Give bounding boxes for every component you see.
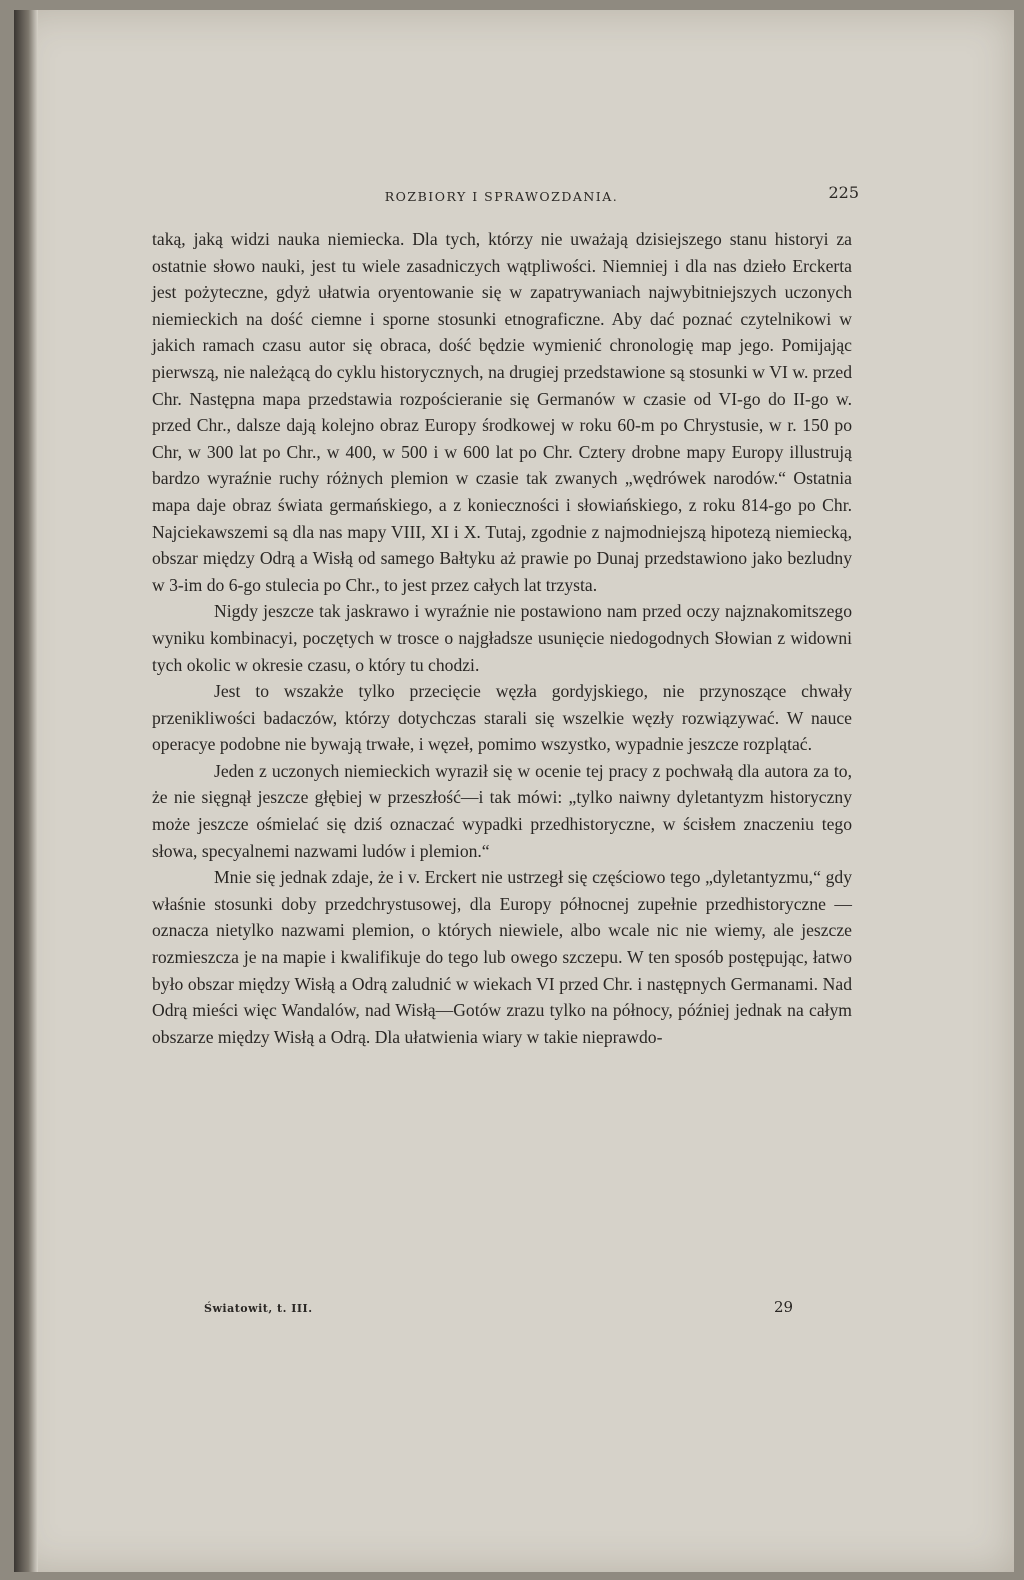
paragraph-1: taką, jaką widzi nauka niemiecka. Dla tych, którzy nie uważają dzisiejszego stanu historyi za ostatnie słowo nauki, jest tu wiele zasadniczych wątpliwości. Niemniej i dla nas dzieło Erckerta jest pożyteczne, gdyż ułatwia oryentowanie się w zapatrywaniach najwybitniejszych uczonych niemieckich na dość ciemne i sporne stosunki etnograficzne. Aby dać poznać czytelnikowi w jakich ramach czasu autor się obraca, dość będzie wymienić chronologię map jego. Pomijając pierwszą, nie należącą do cyklu historycznych, na drugiej przedstawione są stosunki w VI w. przed Chr. Następna mapa przedstawia rozpościeranie się Germanów w czasie od VI-go do II-go w. przed Chr., dalsze dają kolejno obraz Europy środkowej w roku 60-m po Chrystusie, w r. 150 po Chr, w 300 lat po Chr., w 400, w 500 i w 600 lat po Chr. Cztery drobne mapy Europy illustrują bardzo wyraźnie ruchy różnych plemion w czasie tak zwanych „wędrówek narodów.“ Ostatnia mapa daje obraz świata germańskiego, a z konieczności i słowiańskiego, z roku 814-go po Chr. Najciekawszemi są dla nas mapy VIII, XI i X. Tutaj, zgodnie z najmodniejszą hipotezą niemiecką, obszar między Odrą a Wisłą od samego Bałtyku aż prawie po Dunaj przedstawiono jako bezludny w 3-im do 6-go stulecia po Chr., to jest przez całych lat trzysta. xyxy=(152,229,852,595)
book-spine-shadow xyxy=(14,10,38,1572)
page-header xyxy=(144,183,859,209)
printer-signature: Światowit, t. III. xyxy=(204,1302,313,1315)
scanned-page xyxy=(14,10,1014,1572)
paragraph-4: Jeden z uczonych niemieckich wyraził się w ocenie tej pracy z pochwałą dla autora za to, że nie sięgnął jeszcze głębiej w przeszłość—i tak mówi: „tylko naiwny dyletantyzm historyczny może jeszcze ośmielać się dziś oznaczać wypadki przedhistoryczne, w ścisłem znaczeniu tego słowa, specyalnemi nazwami ludów i plemion.“ xyxy=(152,760,852,861)
page-footer xyxy=(204,1298,804,1322)
sheet-number: 29 xyxy=(774,1298,794,1316)
paragraph-3: Jest to wszakże tylko przecięcie węzła gordyjskiego, nie przynoszące chwały przenikliwości badaczów, którzy dotychczas starali się wszelkie węzły rozwiązywać. W nauce operacye podobne nie bywają trwałe, i węzeł, pomimo wszystko, wypadnie jeszcze rozplątać. xyxy=(152,681,852,755)
body-text xyxy=(152,226,852,1050)
paragraph-5: Mnie się jednak zdaje, że i v. Erckert nie ustrzegł się częściowo tego „dyletantyzmu,“ gdy właśnie stosunki doby przedchrystusowej, dla Europy północnej zupełnie przedhistoryczne — oznacza nietylko nazwami plemion, o których niewiele, albo wcale nic nie wiemy, ale jeszcze rozmieszcza je na mapie i kwalifikuje do tego lub owego szczepu. W ten sposób postępując, łatwo było obszar między Wisłą a Odrą zaludnić w wiekach VI przed Chr. i następnych Germanami. Nad Odrą mieści więc Wandalów, nad Wisłą—Gotów zrazu tylko na północy, później jednak na całym obszarze między Wisłą a Odrą. Dla ułatwienia wiary w takie nieprawdo- xyxy=(152,867,852,1047)
running-head: ROZBIORY I SPRAWOZDANIA. xyxy=(384,189,619,204)
paragraph-2: Nigdy jeszcze tak jaskrawo i wyraźnie nie postawiono nam przed oczy najznakomitszego wyniku kombinacyi, poczętych w trosce o najgładsze usunięcie niedogodnych Słowian z widowni tych okolic w okresie czasu, o który tu chodzi. xyxy=(152,601,852,675)
page-number: 225 xyxy=(828,183,859,202)
